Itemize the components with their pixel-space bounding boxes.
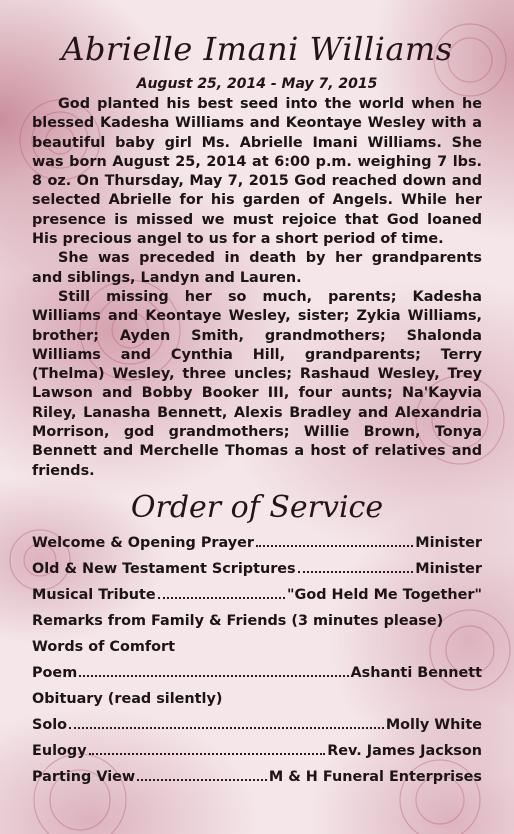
leader-dots	[69, 712, 384, 729]
service-item-label: Words of Comfort	[32, 639, 175, 655]
service-item	[32, 660, 482, 686]
leader-dots	[137, 764, 267, 781]
service-item-label: Solo	[32, 717, 68, 733]
service-item	[32, 634, 482, 660]
service-item-person: Minister	[415, 561, 482, 577]
service-item-person: Ashanti Bennett	[350, 665, 482, 681]
service-item-person: Rev. James Jackson	[327, 743, 482, 759]
order-of-service-title: Order of Service	[130, 490, 384, 525]
service-item	[32, 608, 482, 634]
leader-dots	[158, 582, 285, 599]
service-item	[32, 712, 482, 738]
service-item	[32, 686, 482, 712]
service-item-person: Molly White	[385, 717, 482, 733]
service-item-person: "God Held Me Together"	[287, 587, 482, 603]
service-item-label: Parting View	[32, 769, 136, 785]
service-item	[32, 582, 482, 608]
leader-dots	[79, 660, 348, 677]
service-item	[32, 764, 482, 790]
deceased-name: Abrielle Imani Williams	[61, 30, 453, 68]
order-of-service-list	[32, 530, 482, 790]
service-item-label: Obituary (read silently)	[32, 691, 223, 707]
service-item	[32, 530, 482, 556]
service-item-label: Remarks from Family & Friends (3 minutes please)	[32, 613, 444, 629]
service-item-person: M & H Funeral Enterprises	[268, 769, 482, 785]
service-item-label: Welcome & Opening Prayer	[32, 535, 254, 551]
service-item-label: Musical Tribute	[32, 587, 156, 603]
service-item	[32, 738, 482, 764]
service-item-label: Eulogy	[32, 743, 87, 759]
service-item-person: Minister	[415, 535, 482, 551]
service-item-label: Poem	[32, 665, 78, 681]
leader-dots	[256, 530, 413, 547]
service-item-label: Old & New Testament Scriptures	[32, 561, 296, 577]
obituary-text	[32, 95, 482, 481]
service-item	[32, 556, 482, 582]
life-dates: August 25, 2014 - May 7, 2015	[136, 76, 378, 92]
obituary-paragraph: God planted his best seed into the world when he blessed Kadesha Williams and Keontaye Wesley with a beautiful baby girl Ms. Abrielle Imani Williams. She was born August 25, 2014 at 6:00 p.m. weighing 7 lbs. 8 oz. On Thursday, May 7, 2015 God reached down and selected Abrielle for his garden of Angels. While her presence is missed we must rejoice that God loaned His precious angel to us for a short period of time.	[32, 96, 482, 248]
leader-dots	[298, 556, 414, 573]
obituary-paragraph: Still missing her so much, parents; Kadesha Williams and Keontaye Wesley, sister; Zykia Williams, brother; Ayden Smith, grandmothers; Shalonda Williams and Cynthia Hill, grandparents; Terry (Thelma) Wesley, three uncles; Rashaud Wesley, Trey Lawson and Bobby Booker III, four aunts; Na'Kayvia Riley, Lanasha Bennett, Alexis Bradley and Alexandria Morrison, god grandmothers; Willie Brown, Tonya Bennett and Merchelle Thomas a host of relatives and friends.	[32, 288, 482, 479]
obituary-paragraph: She was preceded in death by her grandparents and siblings, Landyn and Lauren.	[32, 250, 482, 286]
leader-dots	[89, 738, 326, 755]
